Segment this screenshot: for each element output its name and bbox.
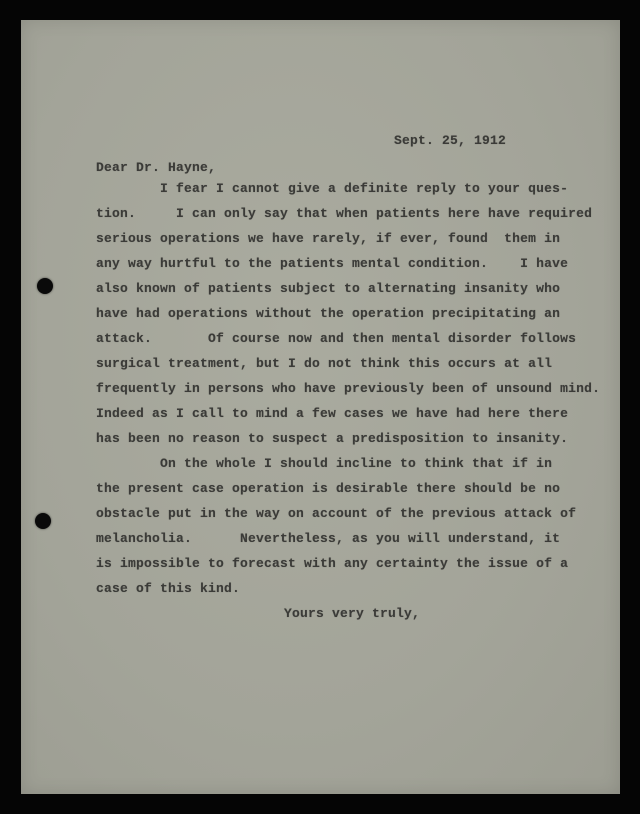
punch-hole-bottom (35, 513, 51, 529)
body-line: case of this kind. (96, 581, 241, 596)
body-line: surgical treatment, but I do not think this occurs at all (96, 356, 553, 371)
body-line: obstacle put in the way on account of the previous attack of (96, 506, 577, 521)
body-line: the present case operation is desirable there should be no (96, 481, 561, 496)
body-line: is impossible to forecast with any certainty the issue of a (96, 556, 569, 571)
letter-salutation: Dear Dr. Hayne, (96, 160, 217, 175)
body-line: also known of patients subject to alternating insanity who (96, 281, 561, 296)
body-line: On the whole I should incline to think that if in (96, 456, 553, 471)
punch-hole-top (37, 278, 53, 294)
body-line: melancholia. Nevertheless, as you will understand, it (96, 531, 561, 546)
body-line: attack. Of course now and then mental disorder follows (96, 331, 577, 346)
body-line: frequently in persons who have previously been of unsound mind. (96, 381, 601, 396)
body-line: has been no reason to suspect a predisposition to insanity. (96, 431, 569, 446)
letter-date: Sept. 25, 1912 (394, 133, 507, 148)
body-line: I fear I cannot give a definite reply to your ques- (96, 181, 569, 196)
body-line: have had operations without the operation precipitating an (96, 306, 561, 321)
body-line: tion. I can only say that when patients here have required (96, 206, 593, 221)
letter-page (21, 20, 620, 794)
body-line: Indeed as I call to mind a few cases we have had here there (96, 406, 569, 421)
letter-closing: Yours very truly, (284, 606, 421, 621)
body-line: serious operations we have rarely, if ever, found them in (96, 231, 561, 246)
body-line: any way hurtful to the patients mental condition. I have (96, 256, 569, 271)
